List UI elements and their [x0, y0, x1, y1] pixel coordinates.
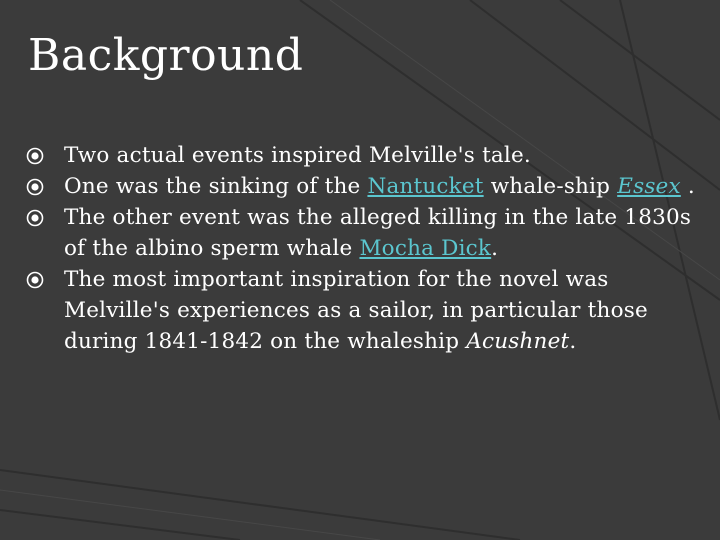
- decor-line: [560, 0, 720, 120]
- bullet-text: whale-ship: [483, 174, 618, 199]
- bullet-item: [26, 140, 696, 171]
- bullet-text: Two actual events inspired Melville's tale.: [64, 143, 531, 168]
- decor-line: [0, 490, 380, 540]
- target-bullet-icon: [26, 271, 44, 289]
- bullet-text: The other event was the alleged killing in the late 1830s of the albino sperm whale: [64, 205, 692, 261]
- mocha-dick-link[interactable]: Mocha Dick: [359, 236, 492, 261]
- bullet-text: .: [680, 174, 695, 199]
- decor-line: [0, 510, 240, 540]
- bullet-text: One was the sinking of the: [64, 174, 368, 199]
- target-bullet-icon: [26, 178, 44, 196]
- bullet-item: [26, 264, 696, 357]
- bullet-item: [26, 202, 696, 264]
- target-bullet-icon: [26, 209, 44, 227]
- bullet-text: .: [569, 329, 577, 354]
- acushnet-italic: Acushnet: [466, 329, 570, 354]
- decor-line: [0, 470, 520, 540]
- slide-title: Background: [28, 30, 304, 81]
- bullet-text: The most important inspiration for the novel was Melville's experiences as a sailor, in particular those during 1841-1842 on the whaleship: [64, 267, 648, 354]
- bullet-list: [26, 140, 696, 357]
- essex-link[interactable]: Essex: [617, 174, 681, 199]
- target-bullet-icon: [26, 147, 44, 165]
- bullet-text: .: [491, 236, 499, 261]
- nantucket-link[interactable]: Nantucket: [367, 174, 484, 199]
- bullet-item: [26, 171, 696, 202]
